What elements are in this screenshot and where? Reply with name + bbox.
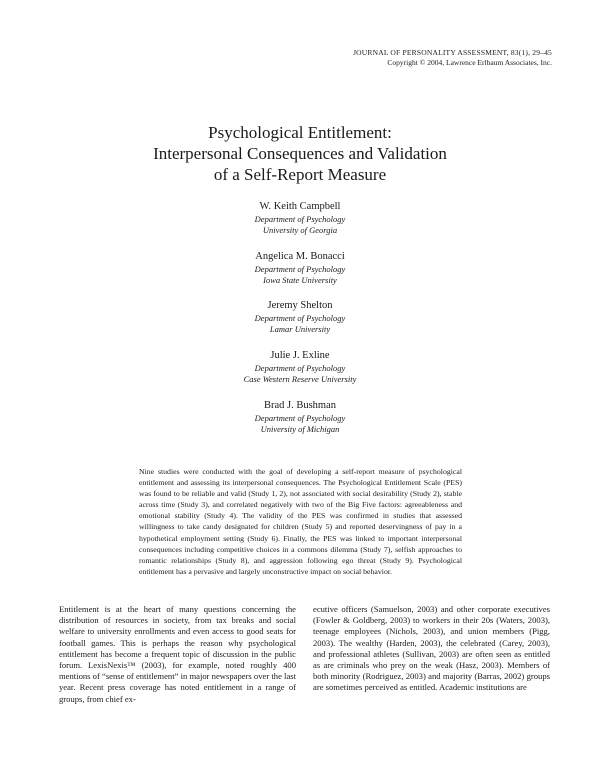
paper-title — [0, 122, 600, 185]
author-name: Julie J. Exline — [270, 350, 330, 361]
author-institution: Case Western Reserve University — [243, 374, 357, 384]
author-name: Angelica M. Bonacci — [255, 251, 345, 262]
journal-citation: JOURNAL OF PERSONALITY ASSESSMENT, 83(1), 29–45 — [353, 48, 552, 57]
author-institution: University of Michigan — [260, 424, 340, 434]
author-block — [0, 349, 600, 385]
author-block — [0, 200, 600, 236]
author-block — [0, 250, 600, 286]
author-institution: Lamar University — [269, 324, 331, 334]
author-institution: University of Georgia — [262, 225, 338, 235]
author-name: Brad J. Bushman — [263, 400, 337, 411]
abstract: Nine studies were conducted with the goal of developing a self-report measure of psychological entitlement and assessing its interpersonal consequences. The Psychological Entitlement Scale (PES) was found to be reliable and valid (Study 1, 2), not associated with social desirability (Study 2), stable across time (Study 3), and correlated negatively with two of the Big Five factors: agreeableness and emotional stability (Study 4). The validity of the PES was confirmed in studies that assessed willingness to take candy designated for children (Study 5) and reported deservingness of pay in a hypothetical employment setting (Study 6). Finally, the PES was linked to important interpersonal consequences including competitive choices in a commons dilemma (Study 7), selfish approaches to romantic relationships (Study 8), and aggression following ego threat (Study 9). Psychological entitlement has a pervasive and largely unconstructive impact on social behavior. — [139, 467, 462, 576]
body-column-right: ecutive officers (Samuelson, 2003) and other corporate executives (Fowler & Goldberg, 2003) to workers in their 20s (Waters, 2003), teenage employees (Nichols, 2003), and union members (Pigg, 2003). The wealthy (Harden, 2003), the celebrated (Carey, 2003), and professional athletes (Sullivan, 2003) are often seen as entitled as are criminals who prey on the weak (Hasz, 2003). Members of both minority (Rodriguez, 2003) and majority (Barras, 2002) groups are sometimes perceived as entitled. Academic institutions are — [313, 604, 550, 693]
title-line-2: Interpersonal Consequences and Validation — [153, 144, 447, 163]
author-department: Department of Psychology — [254, 313, 346, 323]
body-column-left: Entitlement is at the heart of many questions concerning the distribution of resources in society, from tax breaks and social welfare to university enrollments and even access to good seats for football games. This is perhaps the reason why psychological entitlement has become a frequent topic of discussion in the public forum. LexisNexis™ (2003), for example, noted roughly 400 mentions of “sense of entitlement” in major newspapers over the last year. Recent press coverage has noted entitlement in a range of groups, from chief ex- — [59, 604, 296, 704]
author-department: Department of Psychology — [254, 363, 346, 373]
author-department: Department of Psychology — [254, 214, 346, 224]
author-department: Department of Psychology — [254, 264, 346, 274]
author-institution: Iowa State University — [263, 275, 337, 285]
title-line-1: Psychological Entitlement: — [208, 123, 392, 142]
author-name: Jeremy Shelton — [267, 300, 333, 311]
author-block — [0, 399, 600, 435]
author-block — [0, 299, 600, 335]
author-department: Department of Psychology — [254, 413, 346, 423]
journal-header — [353, 48, 552, 68]
author-name: W. Keith Campbell — [259, 201, 341, 212]
copyright-notice: Copyright © 2004, Lawrence Erlbaum Associates, Inc. — [387, 58, 552, 67]
title-line-3: of a Self-Report Measure — [213, 165, 387, 184]
